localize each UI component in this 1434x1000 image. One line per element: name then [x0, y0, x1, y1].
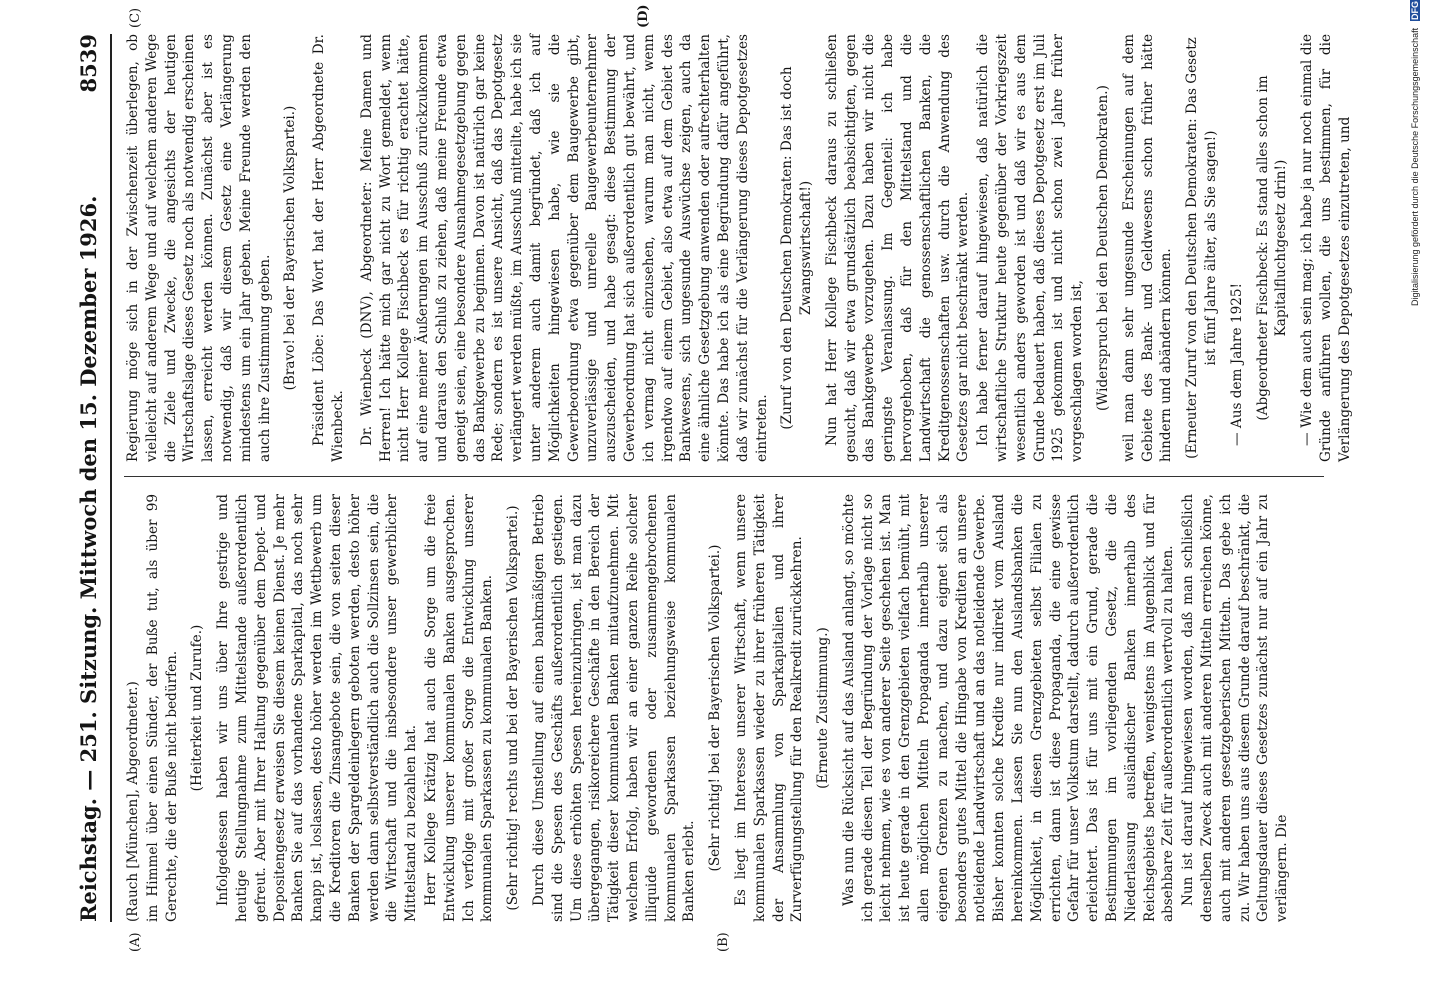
running-head-title: Reichstag. — 251. Sitzung. Mittwoch den 15. Dezember 1926.	[76, 195, 101, 922]
interjection: (Bravo! bei der Bayerischen Volkspartei.)	[282, 105, 299, 391]
paragraph: Was nun die Rücksicht auf das Ausland anlangt, so möchte ich gerade diesen Teil der Begründung der Vorlage nicht so leicht nehmen, wie es von anderer Seite geschehen ist. Man ist heute gerade in den Grenzgebieten vielfach bemüht, mit allen möglichen Mitteln Propaganda innerhalb unserer eigenen Grenzen zu machen, und dazu eignet sich als besonders gutes Mittel die Hingabe von Krediten an unsere notleidende Landwirtschaft und an das notleidende Gewerbe. Bisher konnten solche Kredite nur indirekt vom Ausland hereinkommen. Lassen Sie nun den Auslandsbanken die Möglichkeit, in diesen Grenzgebieten selbst Filialen zu errichten, dann ist diese Propaganda, die eine gewisse Gefahr für unser Volkstum darstellt, dadurch außerordentlich erleichtert. Das ist für uns mit ein Grund, gerade die Bestimmungen im vorliegenden Gesetz, die die Niederlassung ausländischer Banken innerhalb des Reichsgebiets betreffen, wenigstens im Augenblick und für absehbare Zeit für außerordentlich wertvoll zu halten.	[840, 494, 1177, 922]
paragraph: Durch diese Umstellung auf einen bankmäßigen Betrieb sind die Spesen des Geschäfts außerordentlich gestiegen. Um diese erhöhten Spesen hereinzubringen, ist man dazu übergegangen, risikoreichere Geschäfte in den Bereich der Tätigkeit dieser kommunalen Banken mitaufzunehmen. Mit welchem Erfolg, haben wir an einer ganzen Reihe solcher illiquide gewordenen oder zusammengebrochenen kommunalen Sparkassen beziehungsweise kommunalen Banken erlebt.	[530, 494, 698, 922]
margin-mark-c: (C)	[128, 7, 143, 28]
paragraph: Ich habe ferner darauf hingewiesen, daß natürlich die wirtschaftliche Struktur heute gegenüber der Vorkriegszeit wesentlich anders geworden ist und daß wir es aus dem Grunde bedauert haben, daß dieses Depotgesetz erst im Juli 1925 gekommen ist und nicht schon zwei Jahre früher vorgeschlagen worden ist,	[975, 34, 1086, 462]
paragraph: — Aus dem Jahre 1925!	[1228, 283, 1245, 446]
left-column	[124, 494, 1328, 922]
paragraph: weil man dann sehr ungesunde Erscheinungen auf dem Gebiete des Bank- und Geldwesens schon früher hätte hindern und abändern können.	[1120, 34, 1175, 462]
paragraph: Nun hat Herr Kollege Fischbeck daraus zu schließen gesucht, daß wir etwa grundsätzlich beabsichtigten, gegen das Bankgewerbe vorzugehen. Dazu haben wir nicht die geringste Veranlassung. Im Gegenteil: ich habe hervorgehoben, daß für den Mittelstand und die Landwirtschaft die genossenschaftlichen Banken, die Kreditgenossenschaften usw. durch die Anwendung des Gesetzes gar nicht beschränkt werden.	[823, 34, 972, 462]
dfg-logo: DFG	[1410, 1, 1420, 20]
interjection: (Erneute Zustimmung.)	[815, 627, 832, 789]
interjection: (Sehr richtig! bei der Bayerischen Volkspartei.)	[707, 544, 724, 872]
speech-opening: Dr. Wienbeck (DNV), Abgeordneter: Meine Damen und Herren! Ich hätte mich gar nicht zu Wort gemeldet, wenn nicht Herr Kollege Fischbeck es für richtig erachtet hätte, auf eine meiner Äußerungen im Ausschuß zurückzukommen und daraus den Schluß zu ziehen, daß meine Freunde etwa geneigt seien, eine besondere Ausnahmegesetzgebung gegen das Bankgewerbe zu beginnen. Davon ist natürlich gar keine Rede; sondern es ist unsere Ansicht, daß das Depotgesetz verlängert werden müßte, im Ausschuß mitteilte, habe ich sie unter anderem auch damit begründet, daß ich auf Möglichkeiten hingewiesen habe, wie sie die Gewerbeordnung etwa gegenüber dem Baugewerbe gibt, unzuverlässige und unreelle Baugewerbeunternehmer auszuscheiden, und habe gesagt: diese Bestimmung der Gewerbeordnung hat sich außerordentlich gut bewährt, und ich vermag nicht einzusehen, warum man nicht, wenn irgendwo auf einem Gebiet, also etwa auf dem Gebiet des Bankwesens, sich ungesunde Auswüchse zeigen, auch da eine ähnliche Gesetzgebung anwenden oder aufrechterhalten könnte. Das habe ich als eine Begründung dafür angeführt, daß wir zunächst für die Verlängerung dieses Depotgesetzes eintreten.	[358, 34, 770, 462]
paragraph: Nun ist darauf hingewiesen worden, daß man schließlich denselben Zweck auch mit anderen Mitteln erreichen könne, auch mit anderen gesetzgeberischen Mitteln. Das gebe ich zu. Wir haben uns aus diesem Grunde darauf beschränkt, die Geltungsdauer dieses Gesetzes zunächst nur auf ein Jahr zu verlängern. Die	[1180, 494, 1291, 922]
interjection: (Widerspruch bei den Deutschen Demokraten.)	[1095, 85, 1112, 411]
digitization-credit	[1410, 0, 1432, 1000]
margin-mark-a: (A)	[128, 932, 143, 952]
speaker-continuation-note: (Rauch [München], Abgeordneter.)	[125, 681, 141, 922]
paragraph: im Himmel über einen Sünder, der Buße tut, als über 99 Gerechte, die der Buße nicht bedürfen.	[144, 494, 180, 922]
column-divider	[124, 476, 1324, 477]
page-number: 8539	[76, 34, 101, 93]
right-column	[124, 34, 1353, 462]
interjection: (Abgeordneter Fischbeck: Es stand alles schon im Kapitalfluchtgesetz drin!)	[1254, 75, 1290, 421]
paragraph: — Wie dem auch sein mag; ich habe ja nur noch einmal die Gründe anführen wollen, die uns bestimmen, für die Verlängerung des Depotgesetzes einzutreten, und	[1299, 34, 1353, 462]
margin-mark-d: (D)	[636, 4, 651, 28]
interjection: (Heiterkeit und Zurufe.)	[189, 624, 206, 792]
interjection: (Erneuter Zuruf von den Deutschen Demokraten: Das Gesetz ist fünf Jahre älter, als Sie sagen!)	[1184, 37, 1220, 459]
paragraph: Es liegt im Interesse unserer Wirtschaft, wenn unsere kommunalen Sparkassen wieder zu ihrer früheren Tätigkeit der Ansammlung von Sparkapitalien und ihrer Zurverfügungstellung für den Realkredit zurückkehren.	[732, 494, 806, 922]
paragraph: Infolgedessen haben wir uns über Ihre gestrige und heutige Stellungnahme zum Mittelstande außerordentlich gefreut. Aber mit Ihrer Haltung gegenüber dem Depot- und Depositengesetz erweisen Sie diesem keinen Dienst. Je mehr Banken Sie auf das vorhandene Sparkapital, das noch sehr knapp ist, loslassen, desto höher werden im Wettbewerb um die Kreditoren die Zinsangebote sein, die von seiten dieser Banken der Spargeldeinlegern geboten werden, desto höher werden dann selbstverständlich auch die Sollzinsen sein, die die Wirtschaft und die insbesondere unser gewerblicher Mittelstand zu bezahlen hat.	[215, 494, 420, 922]
interjection: (Sehr richtig! rechts und bei der Bayerischen Volkspartei.)	[505, 505, 522, 911]
president-remark: Präsident Löbe: Das Wort hat der Herr Abgeordnete Dr. Wienbeck.	[311, 34, 346, 462]
paragraph: Regierung möge sich in der Zwischenzeit überlegen, ob vielleicht auf anderem Wege und auf welchem anderen Wege die Ziele und Zwecke, die angesichts der heutigen Wirtschaftslage dieses Gesetz noch als notwendig erscheinen lassen, erreicht werden können. Zunächst aber ist es notwendig, daß wir diesem Gesetz eine Verlängerung mindestens um ein Jahr geben. Meine Freunde werden den auch ihre Zustimmung geben.	[125, 34, 273, 462]
paragraph: Herr Kollege Krätzig hat auch die Sorge um die freie Entwicklung unserer kommunalen Banken ausgesprochen. Ich verfolge mit großer Sorge die Entwicklung unserer kommunalen Sparkassen zu kommunalen Banken.	[422, 494, 496, 922]
digitization-credit-text: Digitalisierung gefördert durch die Deutsche Forschungsgemeinschaft	[1410, 27, 1420, 306]
interjection: (Zuruf von den Deutschen Demokraten: Das ist doch Zwangswirtschaft!)	[779, 66, 815, 430]
margin-mark-b: (B)	[716, 932, 731, 952]
running-head	[70, 34, 112, 922]
